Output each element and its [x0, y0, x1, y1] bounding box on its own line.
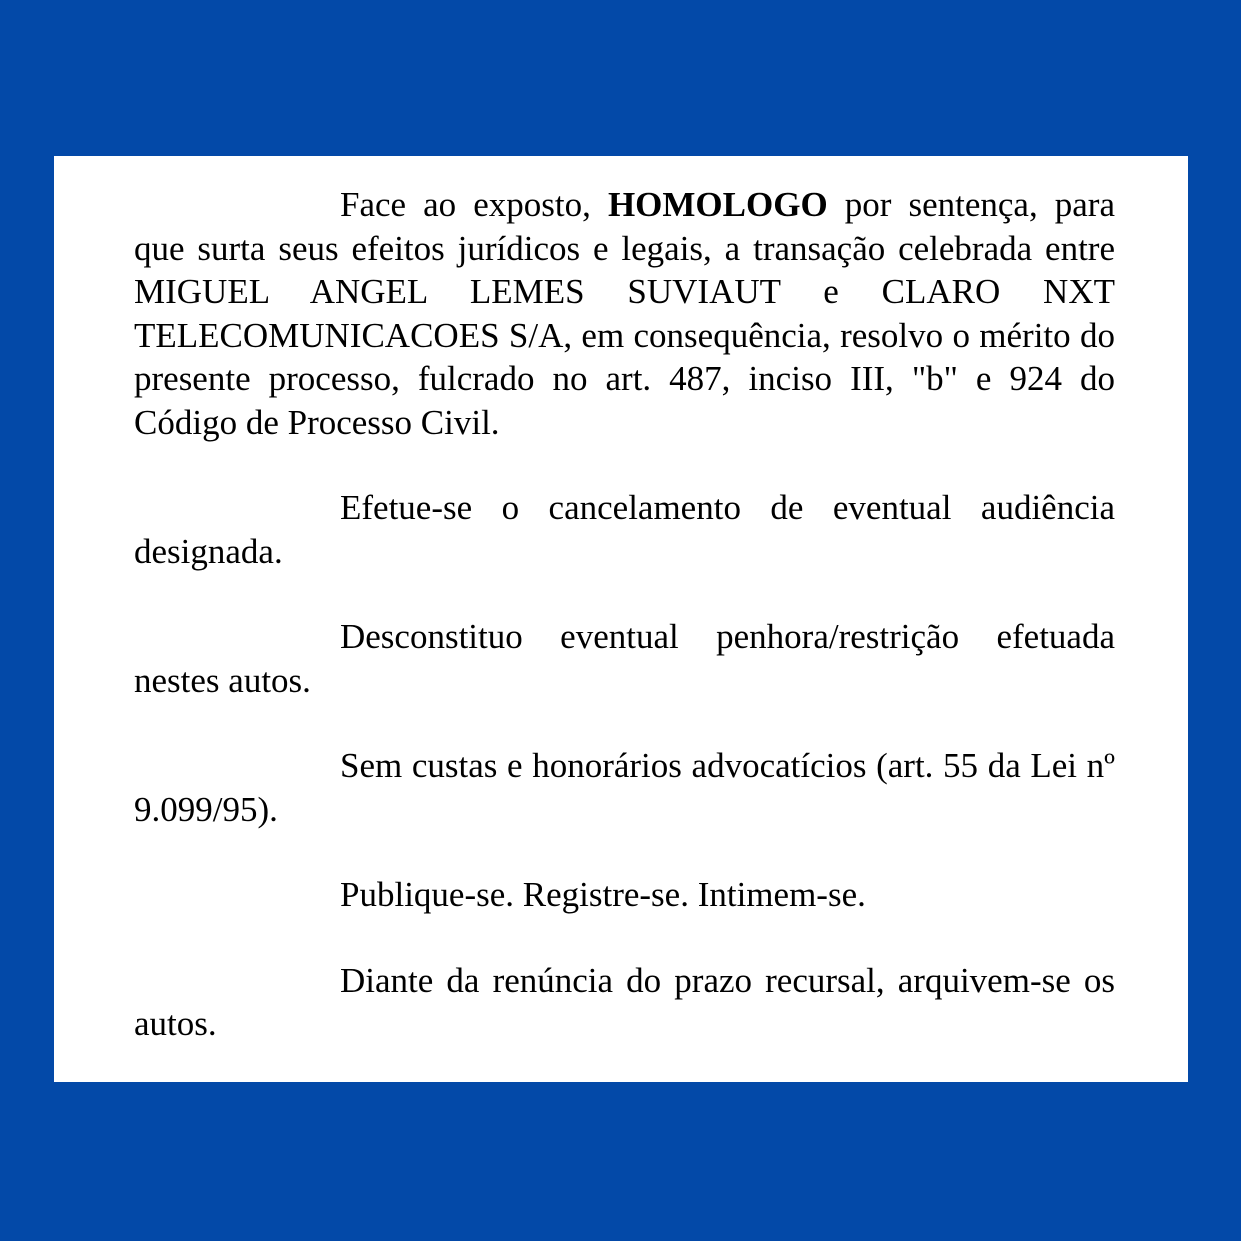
paragraph-homologation: [134, 183, 1115, 444]
homologo-keyword: HOMOLOGO: [607, 185, 828, 224]
paragraph-costs: Sem custas e honorários advocatícios (art. 55 da Lei nº 9.099/95).: [134, 746, 1115, 829]
paragraph-homologation-lead: Face ao exposto,: [340, 185, 608, 224]
paragraph-publication: Publique-se. Registre-se. Intimem-se.: [340, 875, 866, 914]
paragraph-hearing-cancellation: Efetue-se o cancelamento de eventual audiência designada.: [134, 488, 1115, 571]
document-page: [54, 156, 1188, 1082]
paragraph-archive: Diante da renúncia do prazo recursal, arquivem-se os autos.: [134, 960, 1115, 1043]
paragraph-seizure-release: Desconstituo eventual penhora/restrição efetuada nestes autos.: [134, 617, 1115, 700]
paragraph-homologation-rest: por sentença, para que surta seus efeitos jurídicos e legais, a transação celebrada entre MIGUEL ANGEL LEMES SUVIAUT e CLARO NXT TELECOMUNICACOES S/A, em consequência, resolvo o mérito do presente processo, fulcrado no art. 487, inciso III, "b" e 924 do Código de Processo Civil.: [134, 185, 1115, 442]
